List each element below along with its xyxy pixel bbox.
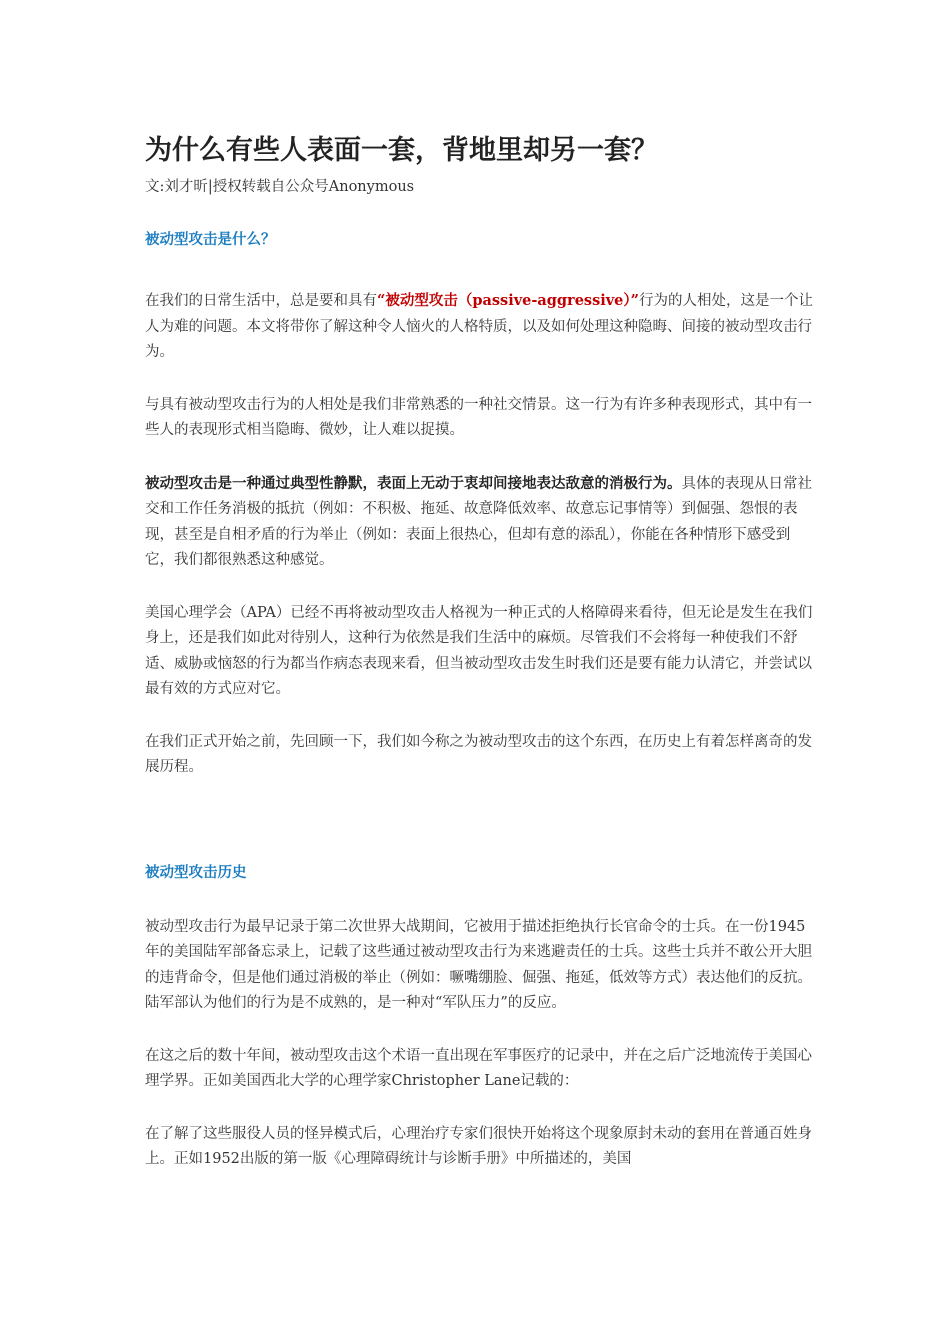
document-page (145, 128, 815, 1173)
article-byline: 文:刘才昕|授权转载自公众号Anonymous (145, 179, 415, 195)
paragraph: 在了解了这些服役人员的怪异模式后，心理治疗专家们很快开始将这个现象原封未动的套用在普通百姓身上。正如1952出版的第一版《心理障碍统计与诊断手册》中所描述的，美国 (145, 1125, 812, 1167)
paragraph: 美国心理学会（APA）已经不再将被动型攻击人格视为一种正式的人格障碍来看待，但无论是发生在我们身上，还是我们如此对待别人，这种行为依然是我们生活中的麻烦。尽管我们不会将每一种使我们不舒适、威胁或恼怒的行为都当作病态表现来看，但当被动型攻击发生时我们还是要有能力认清它，并尝试以最有效的方式应对它。 (145, 604, 813, 697)
paragraph: 在我们正式开始之前，先回顾一下，我们如今称之为被动型攻击的这个东西，在历史上有着怎样离奇的发展历程。 (145, 733, 812, 775)
paragraph: 在这之后的数十年间，被动型攻击这个术语一直出现在军事医疗的记录中，并在之后广泛地流传于美国心理学界。正如美国西北大学的心理学家Christopher Lane记载的： (145, 1047, 812, 1089)
highlighted-keyword: “被动型攻击（passive-aggressive）” (377, 292, 639, 309)
paragraph: 与具有被动型攻击行为的人相处是我们非常熟悉的一种社交情景。这一行为有许多种表现形式，其中有一些人的表现形式相当隐晦、微妙，让人难以捉摸。 (145, 396, 812, 438)
paragraph: 被动型攻击行为最早记录于第二次世界大战期间，它被用于描述拒绝执行长官命令的士兵。在一份1945年的美国陆军部备忘录上，记载了这些通过被动型攻击行为来逃避责任的士兵。这些士兵并不敢公开大胆的违背命令，但是他们通过消极的举止（例如：噘嘴绷脸、倔强、拖延，低效等方式）表达他们的反抗。陆军部认为他们的行为是不成熟的，是一种对“军队压力”的反应。 (145, 918, 812, 1011)
paragraph (145, 288, 815, 366)
section-heading-what-is: 被动型攻击是什么？ (145, 232, 276, 248)
paragraph-text: 行为的人相处，这是一个让人为难的问题。本文将带你了解这种令人恼火的人格特质，以及如何处理这种隐晦、间接的被动型攻击行为。 (145, 293, 813, 360)
paragraph (145, 471, 815, 574)
article-title: 为什么有些人表面一套，背地里却另一套？ (145, 135, 658, 166)
bold-definition: 被动型攻击是一种通过典型性静默，表面上无动于衷却间接地表达敌意的消极行为。 (145, 474, 682, 492)
paragraph-text: 具体的表现从日常社交和工作任务消极的抵抗（例如：不积极、拖延、故意降低效率、故意忘记事情等）到倔强、怨恨的表现，甚至是自相矛盾的行为举止（例如：表面上很热心，但却有意的添乱），你能在各种情形下感受到它，我们都很熟悉这种感觉。 (145, 475, 812, 568)
section-heading-history: 被动型攻击历史 (145, 864, 247, 881)
paragraph-text: 在我们的日常生活中，总是要和具有 (145, 293, 377, 309)
